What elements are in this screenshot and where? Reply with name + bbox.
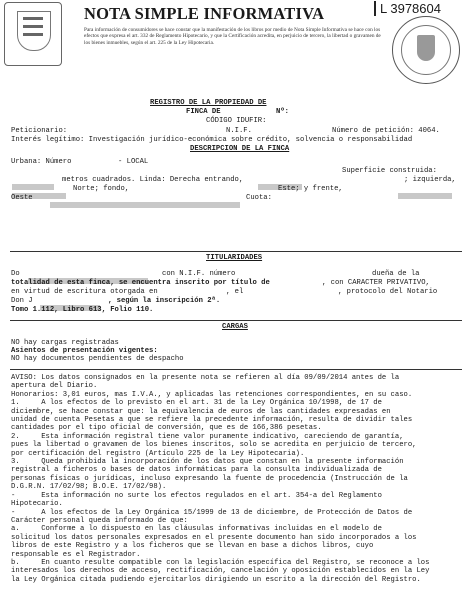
idufir-label: CÓDIGO IDUFIR: [206,117,267,125]
peticionario-nif: N.I.F. [226,127,252,135]
aviso-line: por certificación del registro (Artículo 225 de la Ley Hipotecaria). [11,449,305,458]
aviso-line: diciembre, se hace constar que: la equivalencia de euros de las cantidades expresadas en [11,407,391,416]
registro-label: REGISTRO DE LA PROPIEDAD DE [150,99,267,107]
aviso-line: interesados los derechos de acceso, rectificación, cancelación y oposición establecidos en la Ley [11,567,430,576]
aviso-line: solicitud los datos personales expresados en el presente documento han sido incorporados a los [11,533,417,542]
redacted-block [50,194,240,213]
titular-nif: con N.I.F. número [162,270,236,278]
finca-label: FINCA DE [186,108,221,116]
titular-do: Do [11,270,20,278]
interes-legitimo: Interés legítimo: Investigación jurídico-económica sobre crédito, solvencia o responsabilidad [11,136,413,144]
aviso-line: D.G.R.N. 17/02/98; B.O.E. 17/02/98). [11,483,167,492]
section-divider [10,369,462,370]
titular-el: , el [226,288,244,296]
coat-of-arms-icon [417,35,435,61]
titular-notario: Don J [11,297,33,305]
redacted-block [398,185,452,204]
titular-duena: dueña de la [372,270,420,278]
numero-peticion: Número de petición: 4064. [332,127,440,135]
aviso-line: cantidades por el tipo oficial de conversión, que es de 166,386 pesetas. [11,424,322,433]
aviso-line: responsable es el Registrador. [11,550,141,559]
finca-number-label: Nº: [276,108,289,116]
aviso-line: Hipotecario. [11,500,63,509]
linda-oeste: Oeste [11,194,33,202]
cargas-none: NO hay cargas registradas [11,339,119,347]
urbana-numero: Urbana: Número [11,158,72,166]
linda-izquierda: ; izquierda, [404,176,456,184]
aviso-block [11,374,467,584]
aviso-line: personas físicas o jurídicas, incluso expresando la fuente de procedencia (Instrucción de la [11,474,408,483]
aviso-line: - A los efectos de la Ley Orgánica 15/1999 de 13 de diciembre, de Protección de Datos de [11,508,413,517]
aviso-line: registral a ficheros o bases de datos informáticas para la consulta individualizada de [11,466,382,475]
aviso-line: pues la libertad o gravamen de los bienes inscritos, solo se acredita en perjuicio de tercero, [11,441,417,450]
descripcion-title: DESCRIPCION DE LA FINCA [190,145,290,153]
titular-inscripcion: , según la inscripción 2ª. [108,297,221,305]
titular-totalidad: totalidad de esta finca, se encuentra inscrito por título de [11,279,270,287]
aviso-line: 1. A los efectos de lo previsto en el art. 31 de la Ley Orgánica 10/1998, de 17 de [11,399,382,408]
header-legal-note: Para información de consumidores se hace constar que la manifestación de los libros por medio de Nota Simple Informativa se hace con los efectos que expresa el art. 332 de Reglamento Hipotecario, y que la Certificación acredita, en perjuicio de tercero, la libertad o gravamen de los bienes inmuebles, según el art. 225 de la Ley Hipotecaria. [84,27,381,46]
aviso-line: unidad de cuenta Pesetas a que se refiere la precedente información, resulta de dividir tales [11,416,413,425]
registry-stamp-icon [392,16,460,84]
titularidades-title: TITULARIDADES [206,254,263,262]
titular-privativo: , con CARACTER PRIVATIVO, [322,279,430,287]
aviso-line: 2. Esta información registral tiene valor puramente indicativo, careciendo de garantía, [11,432,404,441]
cuota-label: Cuota: [246,194,272,202]
superficie-label: Superficie construida: [342,167,437,175]
section-divider [10,320,462,321]
linda-norte: Norte; fondo, [73,185,130,193]
aviso-line: a. Conforme a lo dispuesto en las cláusulas informativas incluidas en el modelo de [11,525,382,534]
registradores-logo [4,2,62,66]
peticionario-label: Peticionario: [11,127,68,135]
serial-number: L 3978604 [374,1,441,16]
aviso-line: apertura del Diario. [11,382,98,391]
urbana-local: - LOCAL [118,158,149,166]
asientos-label: Asientos de presentación vigentes: [11,347,158,355]
titular-tomo: Tomo 1.112, Libro 613, Folio 110. [11,306,154,314]
aviso-line: 3. Queda prohibida la incorporación de los datos que constan en la presente información [11,458,404,467]
document-title: NOTA SIMPLE INFORMATIVA [84,4,325,23]
aviso-line: AVISO: Los datos consignados en la presente nota se refieren al día 09/09/2014 antes de la [11,374,400,382]
linda-este: Este; y frente, [278,185,343,193]
titular-escritura: en virtud de escritura otorgada en [11,288,158,296]
aviso-line: Carácter personal queda informado de que: [11,516,188,525]
aviso-line: b. En cuanto resulte compatible con la legislación específica del Registro, se reconoce a los [11,558,430,567]
aviso-line: la Ley Orgánica citada pudiendo ejercitarlos dirigiendo un escrito a la dirección del Registro. [11,575,421,584]
aviso-line: - Esta información no surte los efectos regulados en el art. 354-a del Reglamento [11,491,382,500]
cargas-title: CARGAS [222,323,248,331]
documentos-pendientes: NO hay documentos pendientes de despacho [11,355,184,363]
aviso-line: Honorarios: 3,01 euros, mas I.V.A., y aplicadas las retenciones correspondientes, en su caso. [11,390,413,399]
section-divider [10,251,462,252]
aviso-line: libros de este Registro y a los ficheros que se llevan en base a dichos libros, cuyo [11,542,374,551]
titular-protocolo: , protocolo del Notario [338,288,438,296]
linda-line: metros cuadrados. Linda: Derecha entrando, [62,176,244,184]
